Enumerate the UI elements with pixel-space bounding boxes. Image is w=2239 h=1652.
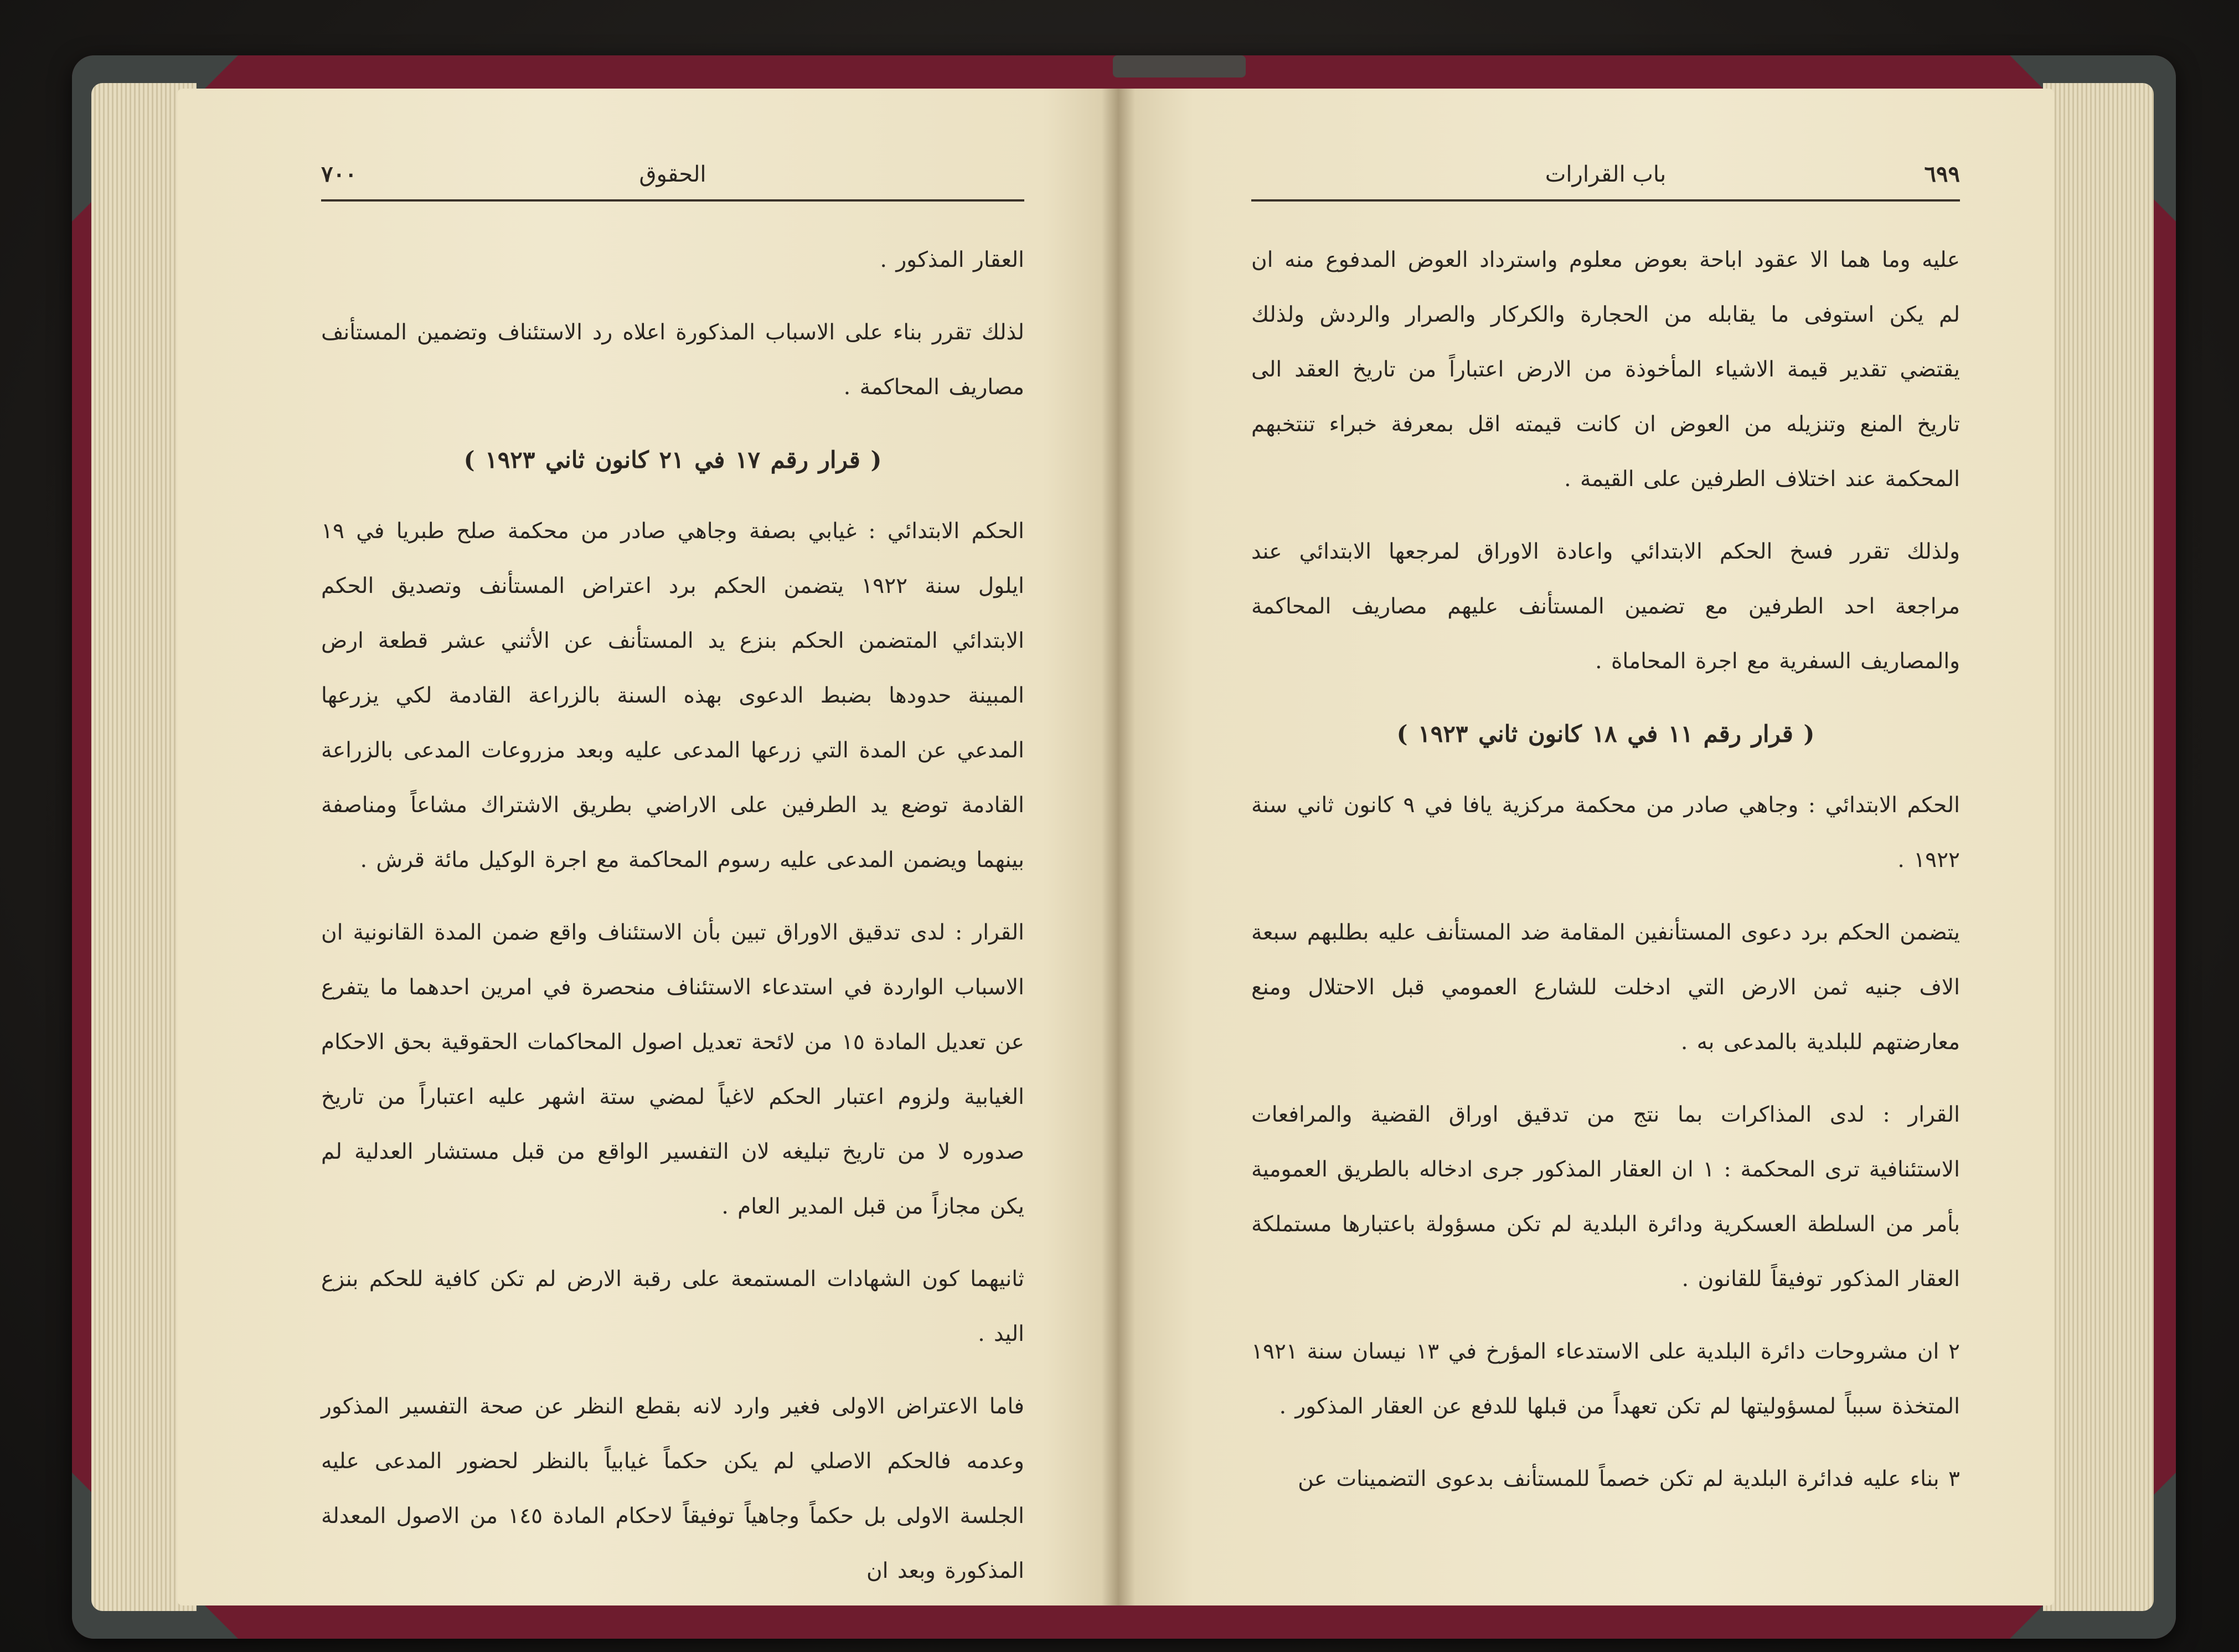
paragraph: العقار المذكور . bbox=[880, 247, 1024, 272]
left-page bbox=[177, 89, 1118, 1605]
paragraph: القرار : لدى تدقيق الاوراق تبين بأن الاستئناف واقع ضمن المدة القانونية ان الاسباب الواردة في استدعاء الاستئناف منحصرة في امرين احدهما ما يتفرع عن تعديل المادة ١٥ من لائحة تعديل اصول المحاكمات الحقوقية بحق الاحكام الغيابية ولزوم اعتبار الحكم لاغياً لمضي ستة اشهر عليه اعتباراً من تاريخ صدوره لا من تاريخ تبليغه لان التفسير الواقع من قبل مستشار العدلية لم يكن مجازاً من قبل المدير العام . bbox=[321, 920, 1024, 1219]
paragraph: القرار : لدى المذاكرات بما نتج من تدقيق اوراق القضية والمرافعات الاستئنافية ترى المحكمة : ١ ان العقار المذكور جرى ادخاله بالطريق العمومية بأمر من السلطة العسكرية ودائرة البلدية لم تكن مسؤولة باعتبارها مستملكة العقار المذكور توفيقاً للقانون . bbox=[1251, 1102, 1960, 1292]
decision-heading: ( قرار رقم ١٧ في ٢١ كانون ثاني ١٩٢٣ ) bbox=[463, 446, 882, 473]
left-running-head bbox=[321, 149, 1024, 202]
paragraph: الحكم الابتدائي : غيابي بصفة وجاهي صادر من محكمة صلح طبريا في ١٩ ايلول سنة ١٩٢٢ يتضمن الحكم برد اعتراض المستأنف وتصديق الحكم الابتدائي المتضمن الحكم بنزع يد المستأنف عن الأثني عشر قطعة ارض المبينة حدودها بضبط الدعوى بهذه السنة بالزراعة القادمة لكي يزرعها المدعي عن المدة التي زرعها المدعى عليه وبعد مزروعات المدعى بالزراعة القادمة توضع يد الطرفين على الاراضي بطريق الاشتراك مشاعاً ومناصفة بينهما ويضمن المدعى عليه رسوم المحاكمة مع اجرة الوكيل مائة قرش . bbox=[321, 519, 1024, 873]
left-body-text bbox=[321, 233, 1024, 1616]
paragraph: ولذلك تقرر فسخ الحكم الابتدائي واعادة الاوراق لمرجعها الابتدائي عند مراجعة احد الطرفين مع تضمين المستأنف عليهم مصاريف المحاكمة والمصاريف السفرية مع اجرة المحاماة . bbox=[1251, 539, 1960, 674]
right-page-number: ٦٩٩ bbox=[1924, 161, 1960, 187]
right-running-title: باب القرارات bbox=[1545, 162, 1667, 187]
paragraph: لذلك تقرر بناء على الاسباب المذكورة اعلاه رد الاستئناف وتضمين المستأنف مصاريف المحاكمة . bbox=[321, 320, 1024, 400]
decision-heading: ( قرار رقم ١١ في ١٨ كانون ثاني ١٩٢٣ ) bbox=[1396, 720, 1815, 747]
paragraph: ٢ ان مشروحات دائرة البلدية على الاستدعاء المؤرخ في ١٣ نيسان سنة ١٩٢١ المتخذة سبباً لمسؤوليتها لم تكن تعهداً من قبلها للدفع عن العقار المذكور . bbox=[1251, 1339, 1960, 1419]
paragraph: عليه وما هما الا عقود اباحة بعوض معلوم واسترداد العوض المدفوع منه ان لم يكن استوفى ما يقابله من الحجارة والكركار والصرار والردش ولذلك يقتضي تقدير قيمة الاشياء المأخوذة من الارض اعتباراً من تاريخ العقد الى تاريخ المنع وتنزيله من العوض ان كانت قيمته اقل بمعرفة خبراء تنتخبهم المحكمة عند اختلاف الطرفين على القيمة . bbox=[1251, 247, 1960, 492]
right-page bbox=[1118, 89, 2054, 1605]
left-running-title: الحقوق bbox=[639, 162, 706, 187]
left-page-number: ٧٠٠ bbox=[321, 161, 357, 187]
right-body-text bbox=[1251, 233, 1960, 1524]
paragraph: فاما الاعتراض الاولى فغير وارد لانه بقطع النظر عن صحة التفسير المذكور وعدمه فالحكم الاصلي لم يكن حكماً غيابياً بالنظر لحضور المدعى عليه الجلسة الاولى بل حكماً وجاهياً توفيقاً لاحكام المادة ١٤٥ من الاصول المعدلة المذكورة وبعد ان bbox=[321, 1394, 1024, 1583]
page-stack-right bbox=[2043, 83, 2154, 1611]
book-spine bbox=[1113, 55, 1246, 78]
paragraph: الحكم الابتدائي : وجاهي صادر من محكمة مركزية يافا في ٩ كانون ثاني سنة ١٩٢٢ . bbox=[1251, 793, 1960, 873]
book-gutter bbox=[1102, 89, 1135, 1605]
paragraph: ٣ بناء عليه فدائرة البلدية لم تكن خصماً للمستأنف بدعوى التضمينات عن bbox=[1298, 1467, 1960, 1491]
paragraph: يتضمن الحكم برد دعوى المستأنفين المقامة ضد المستأنف عليه بطلبهم سبعة الاف جنيه ثمن الارض التي ادخلت للشارع العمومي قبل الاحتلال ومنع معارضتهم للبلدية بالمدعى به . bbox=[1251, 920, 1960, 1055]
right-running-head bbox=[1251, 149, 1960, 202]
paragraph: ثانيهما كون الشهادات المستمعة على رقبة الارض لم تكن كافية للحكم بنزع اليد . bbox=[321, 1267, 1024, 1346]
